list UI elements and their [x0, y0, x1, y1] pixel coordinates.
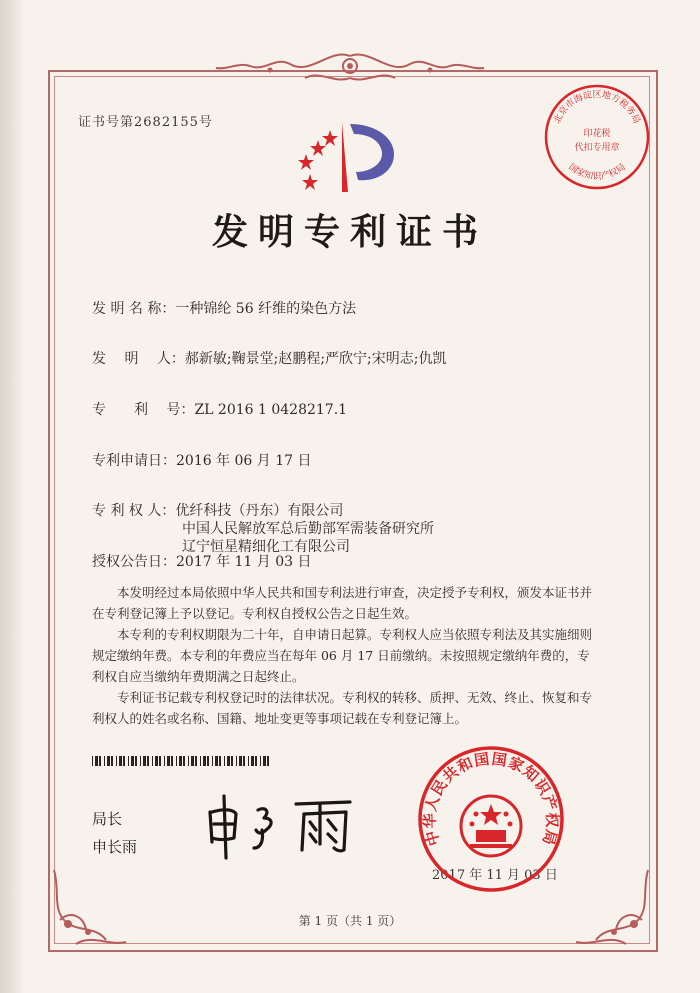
- inventor-row: [92, 348, 447, 368]
- body-paragraph: 本发明经过本局依照中华人民共和国专利法进行审查，决定授予专利权，颁发本证书并在专利登记簿上予以登记。专利权自授权公告之日起生效。: [92, 585, 593, 621]
- bottom-right-ornament: [566, 860, 656, 950]
- tax-seal-ring-top: 北京市海淀区地方税务局: [552, 90, 642, 126]
- filing-date-label: 专利申请日：: [92, 453, 176, 469]
- inventor-label: 发 明 人：: [92, 351, 185, 367]
- signing-date: 2017 年 11 月 03 日: [432, 868, 558, 883]
- certificate-body: [92, 582, 600, 729]
- barcode-bar: [107, 756, 110, 766]
- barcode-bar: [92, 756, 93, 766]
- director-name: 申长雨: [92, 838, 138, 856]
- barcode: [92, 756, 270, 766]
- barcode-bar: [155, 756, 158, 766]
- barcode-bar: [200, 756, 201, 766]
- certificate-title: 发明专利证书: [211, 211, 488, 253]
- inventor-value: 郝新敏;鞠景堂;赵鹏程;严欣宁;宋明志;仇凯: [184, 351, 447, 367]
- svg-text:国家知识产权局: [566, 161, 627, 182]
- barcode-bar: [260, 756, 261, 766]
- invention-name-value: 一种锦纶 56 纤维的染色方法: [175, 301, 357, 317]
- barcode-bar: [227, 756, 230, 766]
- patent-owner-label: 专 利 权 人：: [92, 503, 176, 519]
- top-ornament: [210, 48, 490, 88]
- body-paragraph: 本专利的专利权期限为二十年，自申请日起算。专利权人应当依照专利法及其实施细则规定缴纳年费。本专利的年费应当在每年 06 月 17 日前缴纳。未按照规定缴纳年费的，专利权自应当缴纳年费期满之日起终止。: [92, 627, 593, 684]
- barcode-bar: [95, 756, 98, 766]
- bottom-left-ornament: [46, 860, 136, 950]
- barcode-bar: [195, 756, 197, 766]
- svg-text:北京市海淀区地方税务局: [551, 88, 643, 125]
- barcode-bar: [135, 756, 137, 766]
- barcode-bar: [147, 756, 149, 766]
- barcode-bar: [239, 756, 242, 766]
- director-signature: [200, 790, 360, 860]
- barcode-bar: [236, 756, 237, 766]
- barcode-bar: [111, 756, 113, 766]
- barcode-bar: [179, 756, 182, 766]
- body-paragraph: 专利证书记载专利权登记时的法律状况。专利权的转移、质押、无效、终止、恢复和专利权人的姓名或名称、国籍、地址变更等事项记载在专利登记簿上。: [92, 690, 593, 726]
- patent-owner-2: 中国人民解放军总后勤部军需装备研究所: [182, 521, 434, 537]
- patent-number-row: [92, 399, 347, 419]
- patent-number-value: ZL 2016 1 0428217.1: [194, 402, 348, 418]
- tax-seal-ring-bottom: 国家知识产权局: [566, 162, 628, 182]
- patent-owner-3: 辽宁恒星精细化工有限公司: [182, 539, 350, 555]
- barcode-bar: [171, 756, 173, 766]
- barcode-bar: [243, 756, 245, 766]
- tax-seal-line-2: 代扣专用章: [574, 143, 620, 153]
- barcode-bar: [267, 756, 269, 766]
- tax-stamp-seal: [542, 82, 652, 192]
- patent-owner-row: [92, 500, 343, 520]
- barcode-bar: [104, 756, 105, 766]
- patent-number-label: 专 利 号：: [92, 402, 195, 418]
- barcode-bar: [167, 756, 170, 766]
- director-title: 局长: [92, 810, 123, 828]
- barcode-bar: [152, 756, 153, 766]
- invention-name-label: 发 明 名 称：: [92, 301, 176, 317]
- barcode-bar: [183, 756, 185, 766]
- barcode-bar: [176, 756, 177, 766]
- barcode-bar: [143, 756, 146, 766]
- barcode-bar: [164, 756, 165, 766]
- grant-date-row: [92, 551, 312, 571]
- barcode-bar: [99, 756, 101, 766]
- national-emblem-icon: [461, 796, 521, 856]
- barcode-bar: [203, 756, 206, 766]
- barcode-bar: [215, 756, 218, 766]
- tax-seal-line-1: 印花税: [583, 129, 611, 139]
- invention-name-row: [92, 298, 356, 318]
- barcode-bar: [231, 756, 233, 766]
- filing-date-row: [92, 450, 312, 470]
- barcode-bar: [191, 756, 194, 766]
- barcode-bar: [159, 756, 161, 766]
- barcode-bar: [207, 756, 209, 766]
- certificate-number: 证书号第2682155号: [78, 115, 213, 130]
- barcode-bar: [140, 756, 141, 766]
- grant-date-value: 2017 年 11 月 03 日: [176, 554, 312, 570]
- official-seal: [416, 744, 566, 894]
- barcode-bar: [251, 756, 254, 766]
- patent-office-logo: [296, 116, 406, 196]
- patent-owner-1: 优纤科技（丹东）有限公司: [175, 503, 344, 519]
- barcode-bar: [188, 756, 189, 766]
- page-edge-shadow: [0, 0, 22, 993]
- barcode-bar: [212, 756, 213, 766]
- barcode-bar: [116, 756, 117, 766]
- barcode-bar: [128, 756, 129, 766]
- page-indicator: 第 1 页（共 1 页）: [298, 914, 402, 928]
- barcode-bar: [263, 756, 266, 766]
- barcode-bar: [219, 756, 221, 766]
- barcode-bar: [248, 756, 249, 766]
- grant-date-label: 授权公告日：: [92, 554, 176, 570]
- barcode-bar: [131, 756, 134, 766]
- barcode-bar: [255, 756, 257, 766]
- barcode-bar: [123, 756, 125, 766]
- filing-date-value: 2016 年 06 月 17 日: [176, 453, 312, 469]
- barcode-bar: [224, 756, 225, 766]
- barcode-bar: [119, 756, 122, 766]
- official-seal-ring-text: 中华人民共和国国家知识产权局: [420, 749, 562, 848]
